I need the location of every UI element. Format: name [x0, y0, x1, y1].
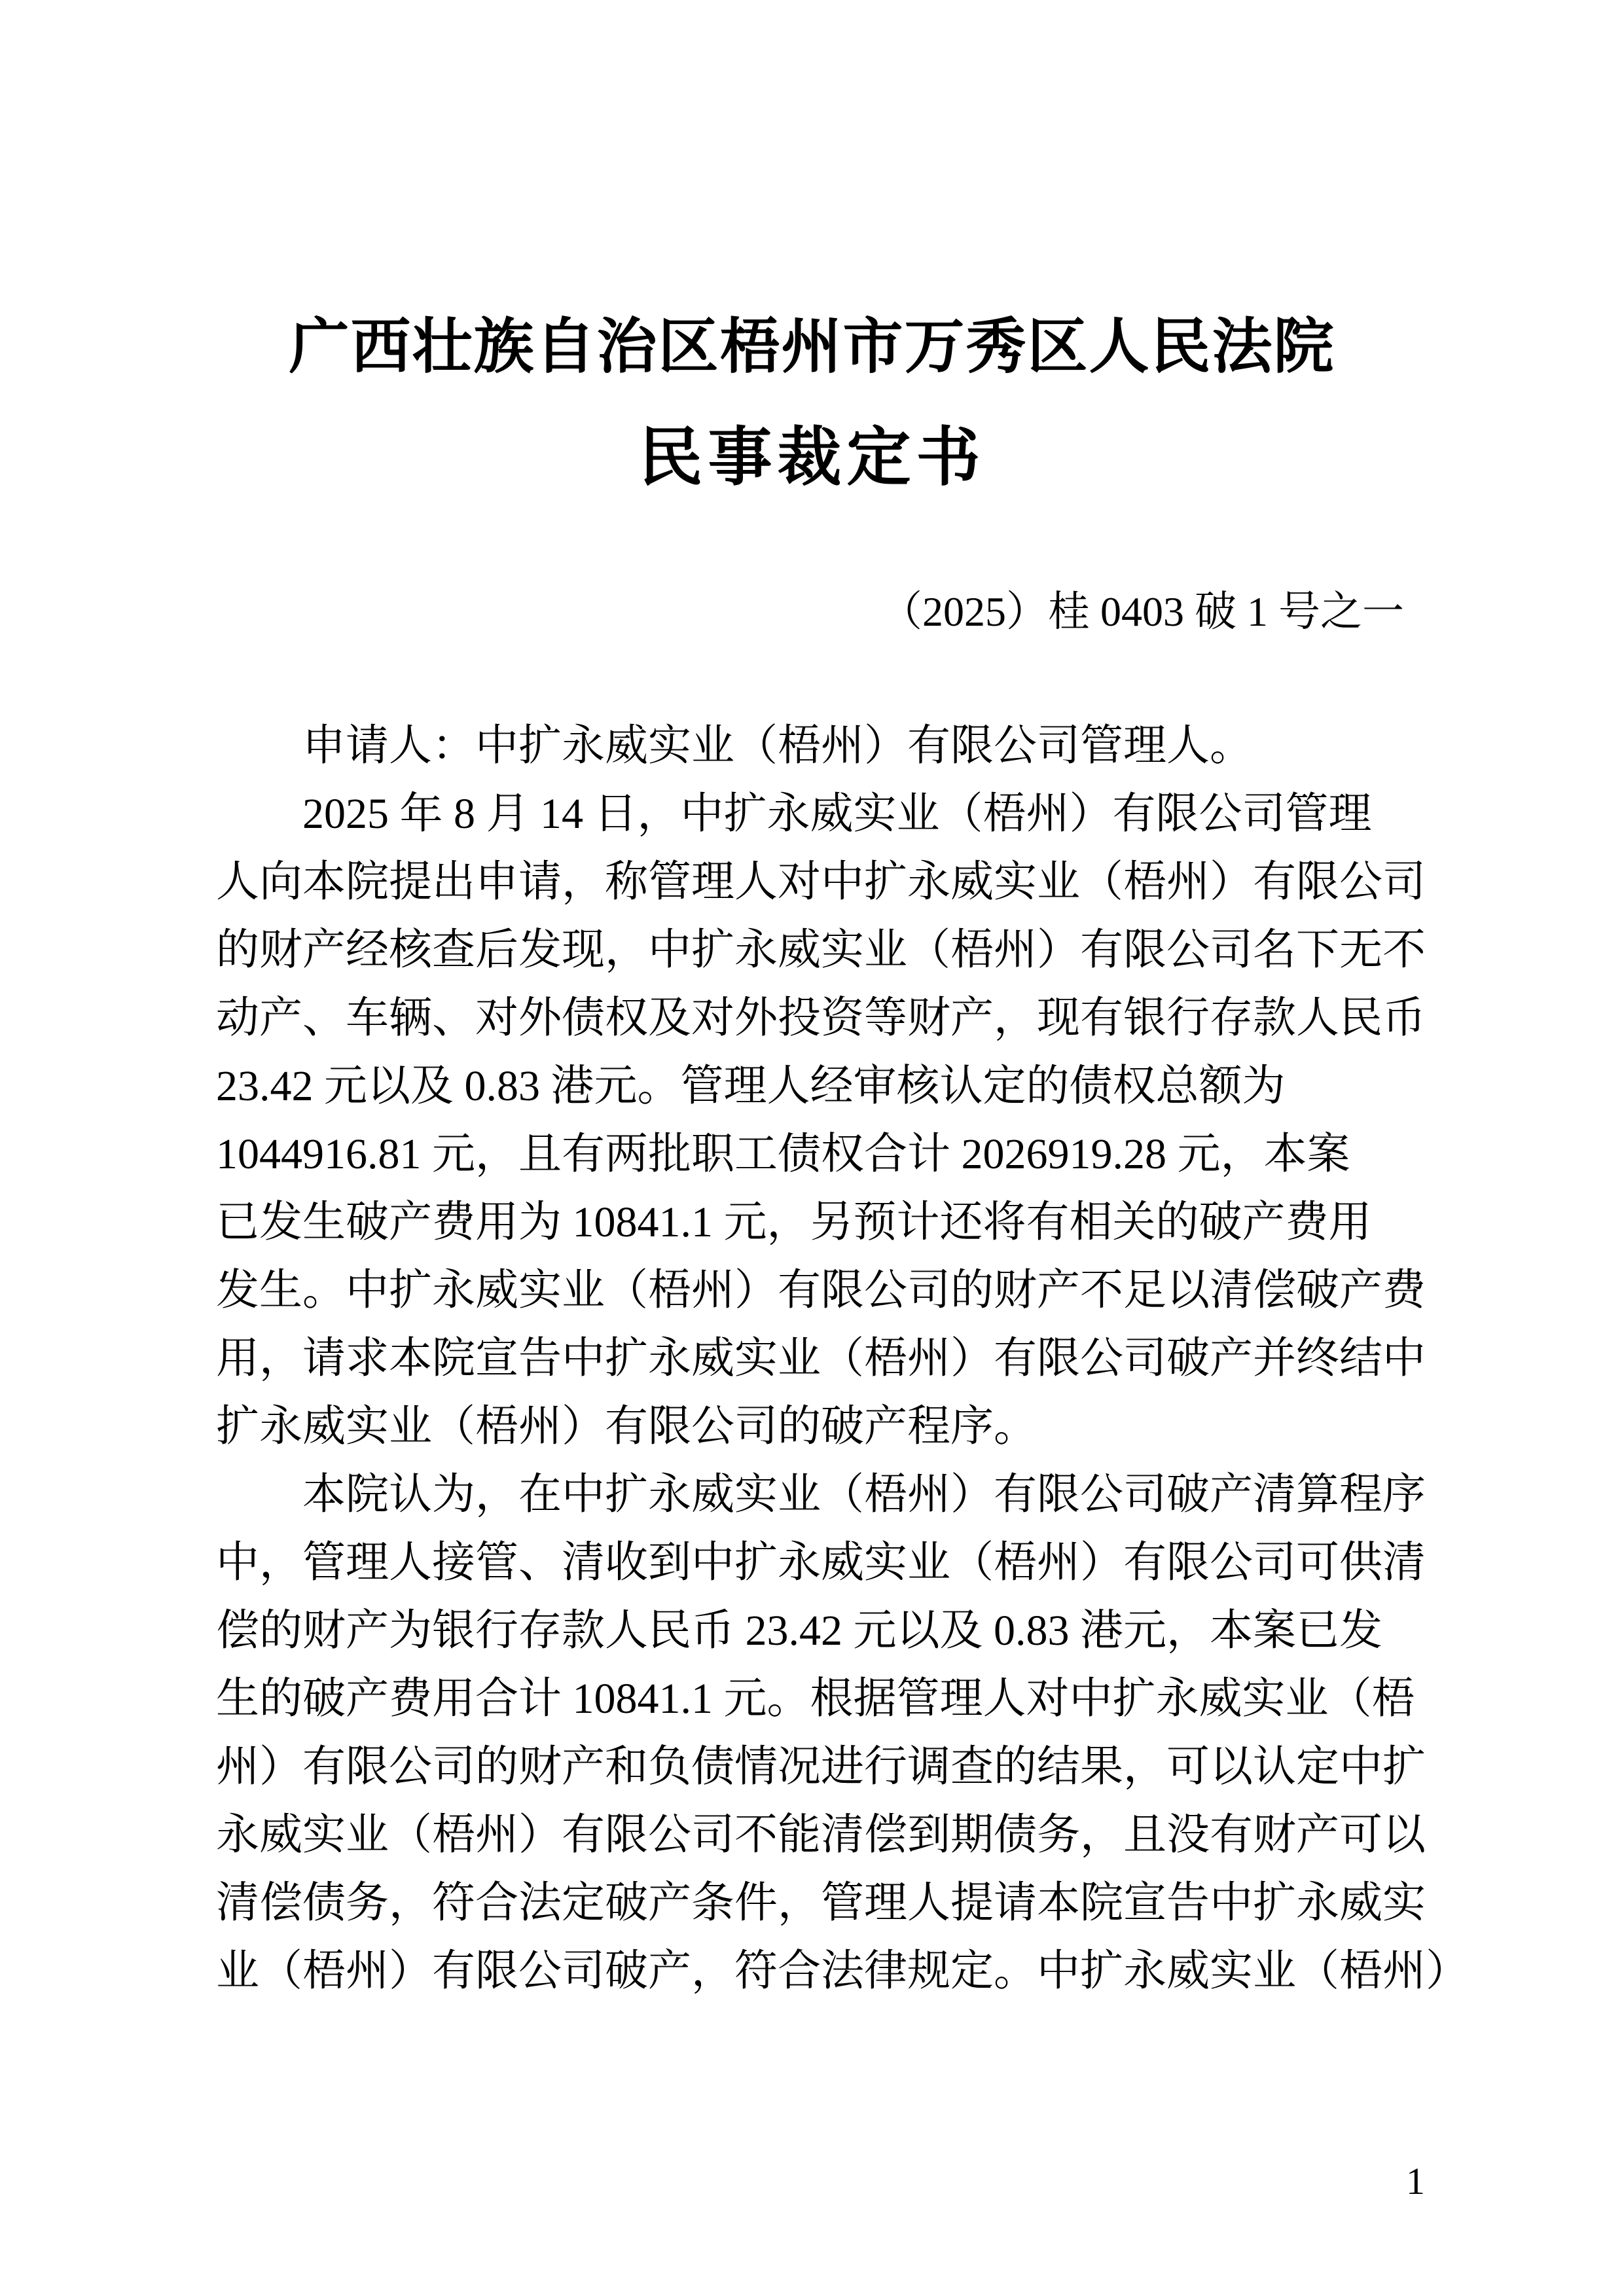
body-line: 清偿债务，符合法定破产条件，管理人提请本院宣告中扩永威实: [216, 1879, 1426, 1927]
court-name-title: 广西壮族自治区梧州市万秀区人民法院: [289, 314, 1335, 380]
body-line: 的财产经核查后发现，中扩永威实业（梧州）有限公司名下无不: [216, 926, 1426, 974]
body-line: 用，请求本院宣告中扩永威实业（梧州）有限公司破产并终结中: [216, 1335, 1426, 1382]
body-line: 发生。中扩永威实业（梧州）有限公司的财产不足以清偿破产费: [216, 1266, 1426, 1314]
body-line: 永威实业（梧州）有限公司不能清偿到期债务，且没有财产可以: [216, 1811, 1426, 1859]
body-line: 动产、车辆、对外债权及对外投资等财产，现有银行存款人民币: [216, 994, 1426, 1042]
body-line: 生的破产费用合计 10841.1 元。根据管理人对中扩永威实业（梧: [216, 1675, 1415, 1723]
case-number: （2025）桂 0403 破 1 号之一: [880, 588, 1404, 635]
page-number: 1: [1406, 2160, 1425, 2202]
document-type-title: 民事裁定书: [638, 423, 986, 493]
body-line: 申请人：中扩永威实业（梧州）有限公司管理人。: [302, 722, 1253, 770]
body-line: 本院认为，在中扩永威实业（梧州）有限公司破产清算程序: [302, 1471, 1426, 1518]
document-body: [216, 712, 1469, 2005]
body-line: 2025 年 8 月 14 日，中扩永威实业（梧州）有限公司管理: [302, 790, 1372, 838]
document-header: [20, 312, 1604, 495]
body-line: 扩永威实业（梧州）有限公司的破产程序。: [216, 1403, 1037, 1450]
body-line: 人向本院提出申请，称管理人对中扩永威实业（梧州）有限公司: [216, 858, 1426, 906]
body-line: 州）有限公司的财产和负债情况进行调查的结果，可以认定中扩: [216, 1743, 1426, 1791]
body-line: 偿的财产为银行存款人民币 23.42 元以及 0.83 港元，本案已发: [216, 1607, 1382, 1655]
body-line: 已发生破产费用为 10841.1 元，另预计还将有相关的破产费用: [216, 1198, 1372, 1246]
body-line: 1044916.81 元，且有两批职工债权合计 2026919.28 元，本案: [216, 1130, 1350, 1178]
body-line: 业（梧州）有限公司破产，符合法律规定。中扩永威实业（梧州）: [216, 1947, 1469, 1995]
body-line: 23.42 元以及 0.83 港元。管理人经审核认定的债权总额为: [216, 1062, 1286, 1110]
body-line: 中，管理人接管、清收到中扩永威实业（梧州）有限公司可供清: [216, 1539, 1426, 1587]
